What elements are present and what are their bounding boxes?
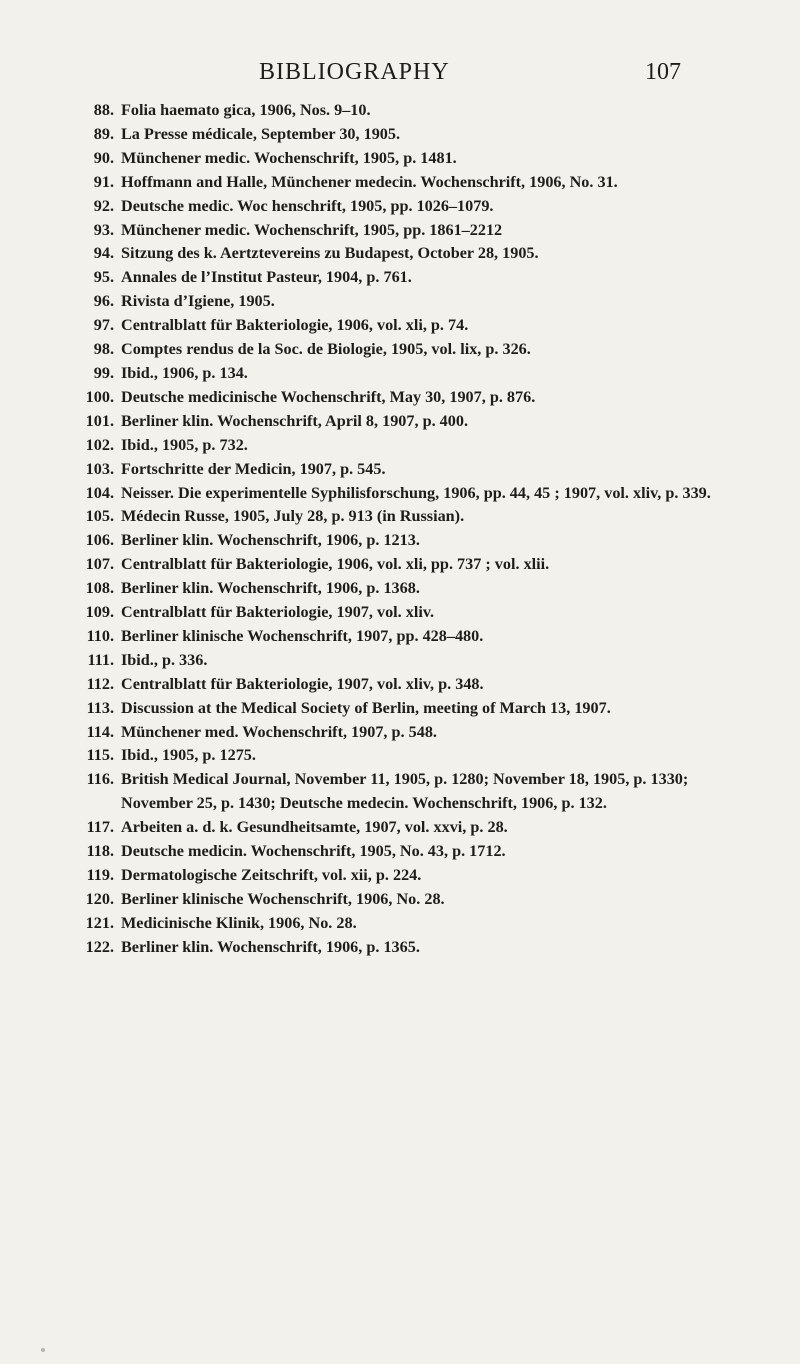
- bibliography-entry: [78, 888, 718, 912]
- bibliography-entry: [78, 482, 718, 506]
- entry-text: Rivista d’Igiene, 1905.: [121, 292, 275, 311]
- bibliography-entry: [78, 673, 718, 697]
- entry-text: Münchener medic. Wochenschrift, 1905, pp. 1861–2212: [121, 220, 503, 239]
- bibliography-entry: [78, 147, 718, 171]
- entry-text: Comptes rendus de la Soc. de Biologie, 1905, vol. lix, p. 326.: [121, 340, 531, 359]
- entry-number: 102.: [85, 435, 114, 454]
- bibliography-entry: [78, 434, 718, 458]
- entry-text: Sitzung des k. Aertztevereins zu Budapest, October 28, 1905.: [121, 244, 539, 263]
- bibliography-entry: [78, 721, 718, 745]
- entry-number: 98.: [93, 340, 114, 359]
- entry-text: Folia haemato gica, 1906, Nos. 9–10.: [121, 101, 371, 119]
- entry-text: Annales de l’Institut Pasteur, 1904, p. 761.: [121, 268, 412, 287]
- entry-text: Berliner klinische Wochenschrift, 1907, pp. 428–480.: [121, 626, 484, 645]
- bibliography-entry: [78, 505, 718, 529]
- entry-text: Deutsche medicinische Wochenschrift, May 30, 1907, p. 876.: [121, 387, 536, 406]
- entry-number: 96.: [93, 292, 114, 311]
- bibliography-list: [78, 99, 718, 960]
- entry-text: Neisser. Die experimentelle Syphilisforschung, 1906, pp. 44, 45 ; 1907, vol. xliv, p. 339.: [121, 483, 711, 502]
- entry-number: 97.: [93, 316, 114, 335]
- entry-number: 113.: [86, 698, 114, 717]
- entry-number: 109.: [85, 603, 114, 622]
- entry-number: 106.: [85, 531, 114, 550]
- entry-text: La Presse médicale, September 30, 1905.: [121, 124, 401, 143]
- entry-number: 94.: [93, 244, 114, 263]
- entry-number: 89.: [93, 124, 114, 143]
- entry-number: 118.: [86, 842, 114, 861]
- entry-text: Centralblatt für Bakteriologie, 1907, vol. xliv.: [121, 603, 435, 622]
- entry-number: 119.: [86, 866, 114, 884]
- entry-text: Deutsche medicin. Wochenschrift, 1905, No. 43, p. 1712.: [121, 842, 506, 861]
- entry-number: 92.: [93, 196, 114, 215]
- entry-text: Médecin Russe, 1905, July 28, p. 913 (in Russian).: [121, 507, 465, 526]
- entry-number: 105.: [85, 507, 114, 526]
- entry-text: Fortschritte der Medicin, 1907, p. 545.: [121, 459, 386, 478]
- bibliography-entry: [78, 816, 718, 840]
- entry-text: Centralblatt für Bakteriologie, 1907, vol. xliv, p. 348.: [121, 674, 484, 693]
- entry-number: 104.: [85, 483, 114, 502]
- bibliography-entry: [78, 840, 718, 864]
- entry-text: Deutsche medic. Woc henschrift, 1905, pp. 1026–1079.: [121, 196, 494, 215]
- bibliography-entry: [78, 601, 718, 625]
- bibliography-entry: [78, 242, 718, 266]
- entry-number: 103.: [85, 459, 114, 478]
- bibliography-entry: [78, 744, 718, 768]
- entry-number: 88.: [93, 101, 114, 119]
- entry-text: Münchener medic. Wochenschrift, 1905, p. 1481.: [121, 148, 457, 167]
- bibliography-entry: [78, 936, 718, 960]
- entry-text: Berliner klinische Wochenschrift, 1906, No. 28.: [121, 889, 445, 908]
- entry-number: 111.: [87, 650, 114, 669]
- bibliography-entry: [78, 171, 718, 195]
- bibliography-entry: [78, 553, 718, 577]
- bibliography-entry: [78, 577, 718, 601]
- bibliography-entry: [78, 266, 718, 290]
- bibliography-entry: [78, 123, 718, 147]
- entry-text: Hoffmann and Halle, Münchener medecin. Wochenschrift, 1906, No. 31.: [121, 172, 618, 191]
- page-number: 107: [645, 59, 681, 85]
- bibliography-entry: [78, 912, 718, 936]
- bibliography-entry: [78, 362, 718, 386]
- entry-number: 117.: [86, 818, 114, 837]
- entry-text: Arbeiten a. d. k. Gesundheitsamte, 1907, vol. xxvi, p. 28.: [121, 818, 508, 837]
- entry-number: 110.: [86, 626, 114, 645]
- entry-text: Berliner klin. Wochenschrift, 1906, p. 1368.: [121, 579, 420, 598]
- entry-text: Berliner klin. Wochenschrift, April 8, 1907, p. 400.: [121, 411, 469, 430]
- entry-number: 107.: [85, 555, 114, 574]
- entry-number: 91.: [93, 172, 114, 191]
- entry-text: British Medical Journal, November 11, 1905, p. 1280; November 18, 1905, p. 1330; November 25, p. 1430; Deutsche medecin. Wochenschrift, 1906, p. 132.: [121, 770, 689, 813]
- running-title: BIBLIOGRAPHY: [259, 59, 450, 85]
- entry-number: 116.: [86, 770, 114, 789]
- bibliography-entry: [78, 338, 718, 362]
- paper-speck: [41, 1348, 45, 1352]
- entry-number: 90.: [93, 148, 114, 167]
- entry-number: 93.: [93, 220, 114, 239]
- bibliography-entry: [78, 625, 718, 649]
- entry-number: 100.: [85, 387, 114, 406]
- bibliography-entry: [78, 649, 718, 673]
- bibliography-entry: [78, 529, 718, 553]
- entry-text: Ibid., 1906, p. 134.: [121, 363, 248, 382]
- entry-text: Centralblatt für Bakteriologie, 1906, vol. xli, pp. 737 ; vol. xlii.: [121, 555, 550, 574]
- entry-number: 120.: [85, 889, 114, 908]
- entry-number: 122.: [85, 937, 114, 956]
- entry-text: Münchener med. Wochenschrift, 1907, p. 548.: [121, 722, 437, 741]
- bibliography-entry: [78, 314, 718, 338]
- entry-text: Discussion at the Medical Society of Berlin, meeting of March 13, 1907.: [121, 698, 611, 717]
- bibliography-entry: [78, 410, 718, 434]
- bibliography-entry: [78, 99, 718, 123]
- entry-number: 108.: [85, 579, 114, 598]
- entry-number: 95.: [93, 268, 114, 287]
- entry-number: 99.: [93, 363, 114, 382]
- entry-text: Ibid., 1905, p. 1275.: [121, 746, 256, 765]
- entry-number: 115.: [86, 746, 114, 765]
- entry-text: Berliner klin. Wochenschrift, 1906, p. 1213.: [121, 531, 420, 550]
- bibliography-entry: [78, 864, 718, 888]
- bibliography-entry: [78, 195, 718, 219]
- entry-text: Dermatologische Zeitschrift, vol. xii, p. 224.: [121, 866, 422, 884]
- entry-text: Berliner klin. Wochenschrift, 1906, p. 1365.: [121, 937, 420, 956]
- entry-text: Ibid., p. 336.: [121, 650, 208, 669]
- entry-text: Ibid., 1905, p. 732.: [121, 435, 248, 454]
- bibliography-entry: [78, 458, 718, 482]
- bibliography-entry: [78, 290, 718, 314]
- bibliography-entry: [78, 219, 718, 243]
- bibliography-entry: [78, 386, 718, 410]
- bibliography-entry: [78, 697, 718, 721]
- entry-number: 112.: [86, 674, 114, 693]
- entry-number: 101.: [85, 411, 114, 430]
- entry-text: Medicinische Klinik, 1906, No. 28.: [121, 913, 357, 932]
- entry-number: 121.: [85, 913, 114, 932]
- entry-text: Centralblatt für Bakteriologie, 1906, vol. xli, p. 74.: [121, 316, 469, 335]
- bibliography-entry: [78, 768, 718, 816]
- entry-number: 114.: [86, 722, 114, 741]
